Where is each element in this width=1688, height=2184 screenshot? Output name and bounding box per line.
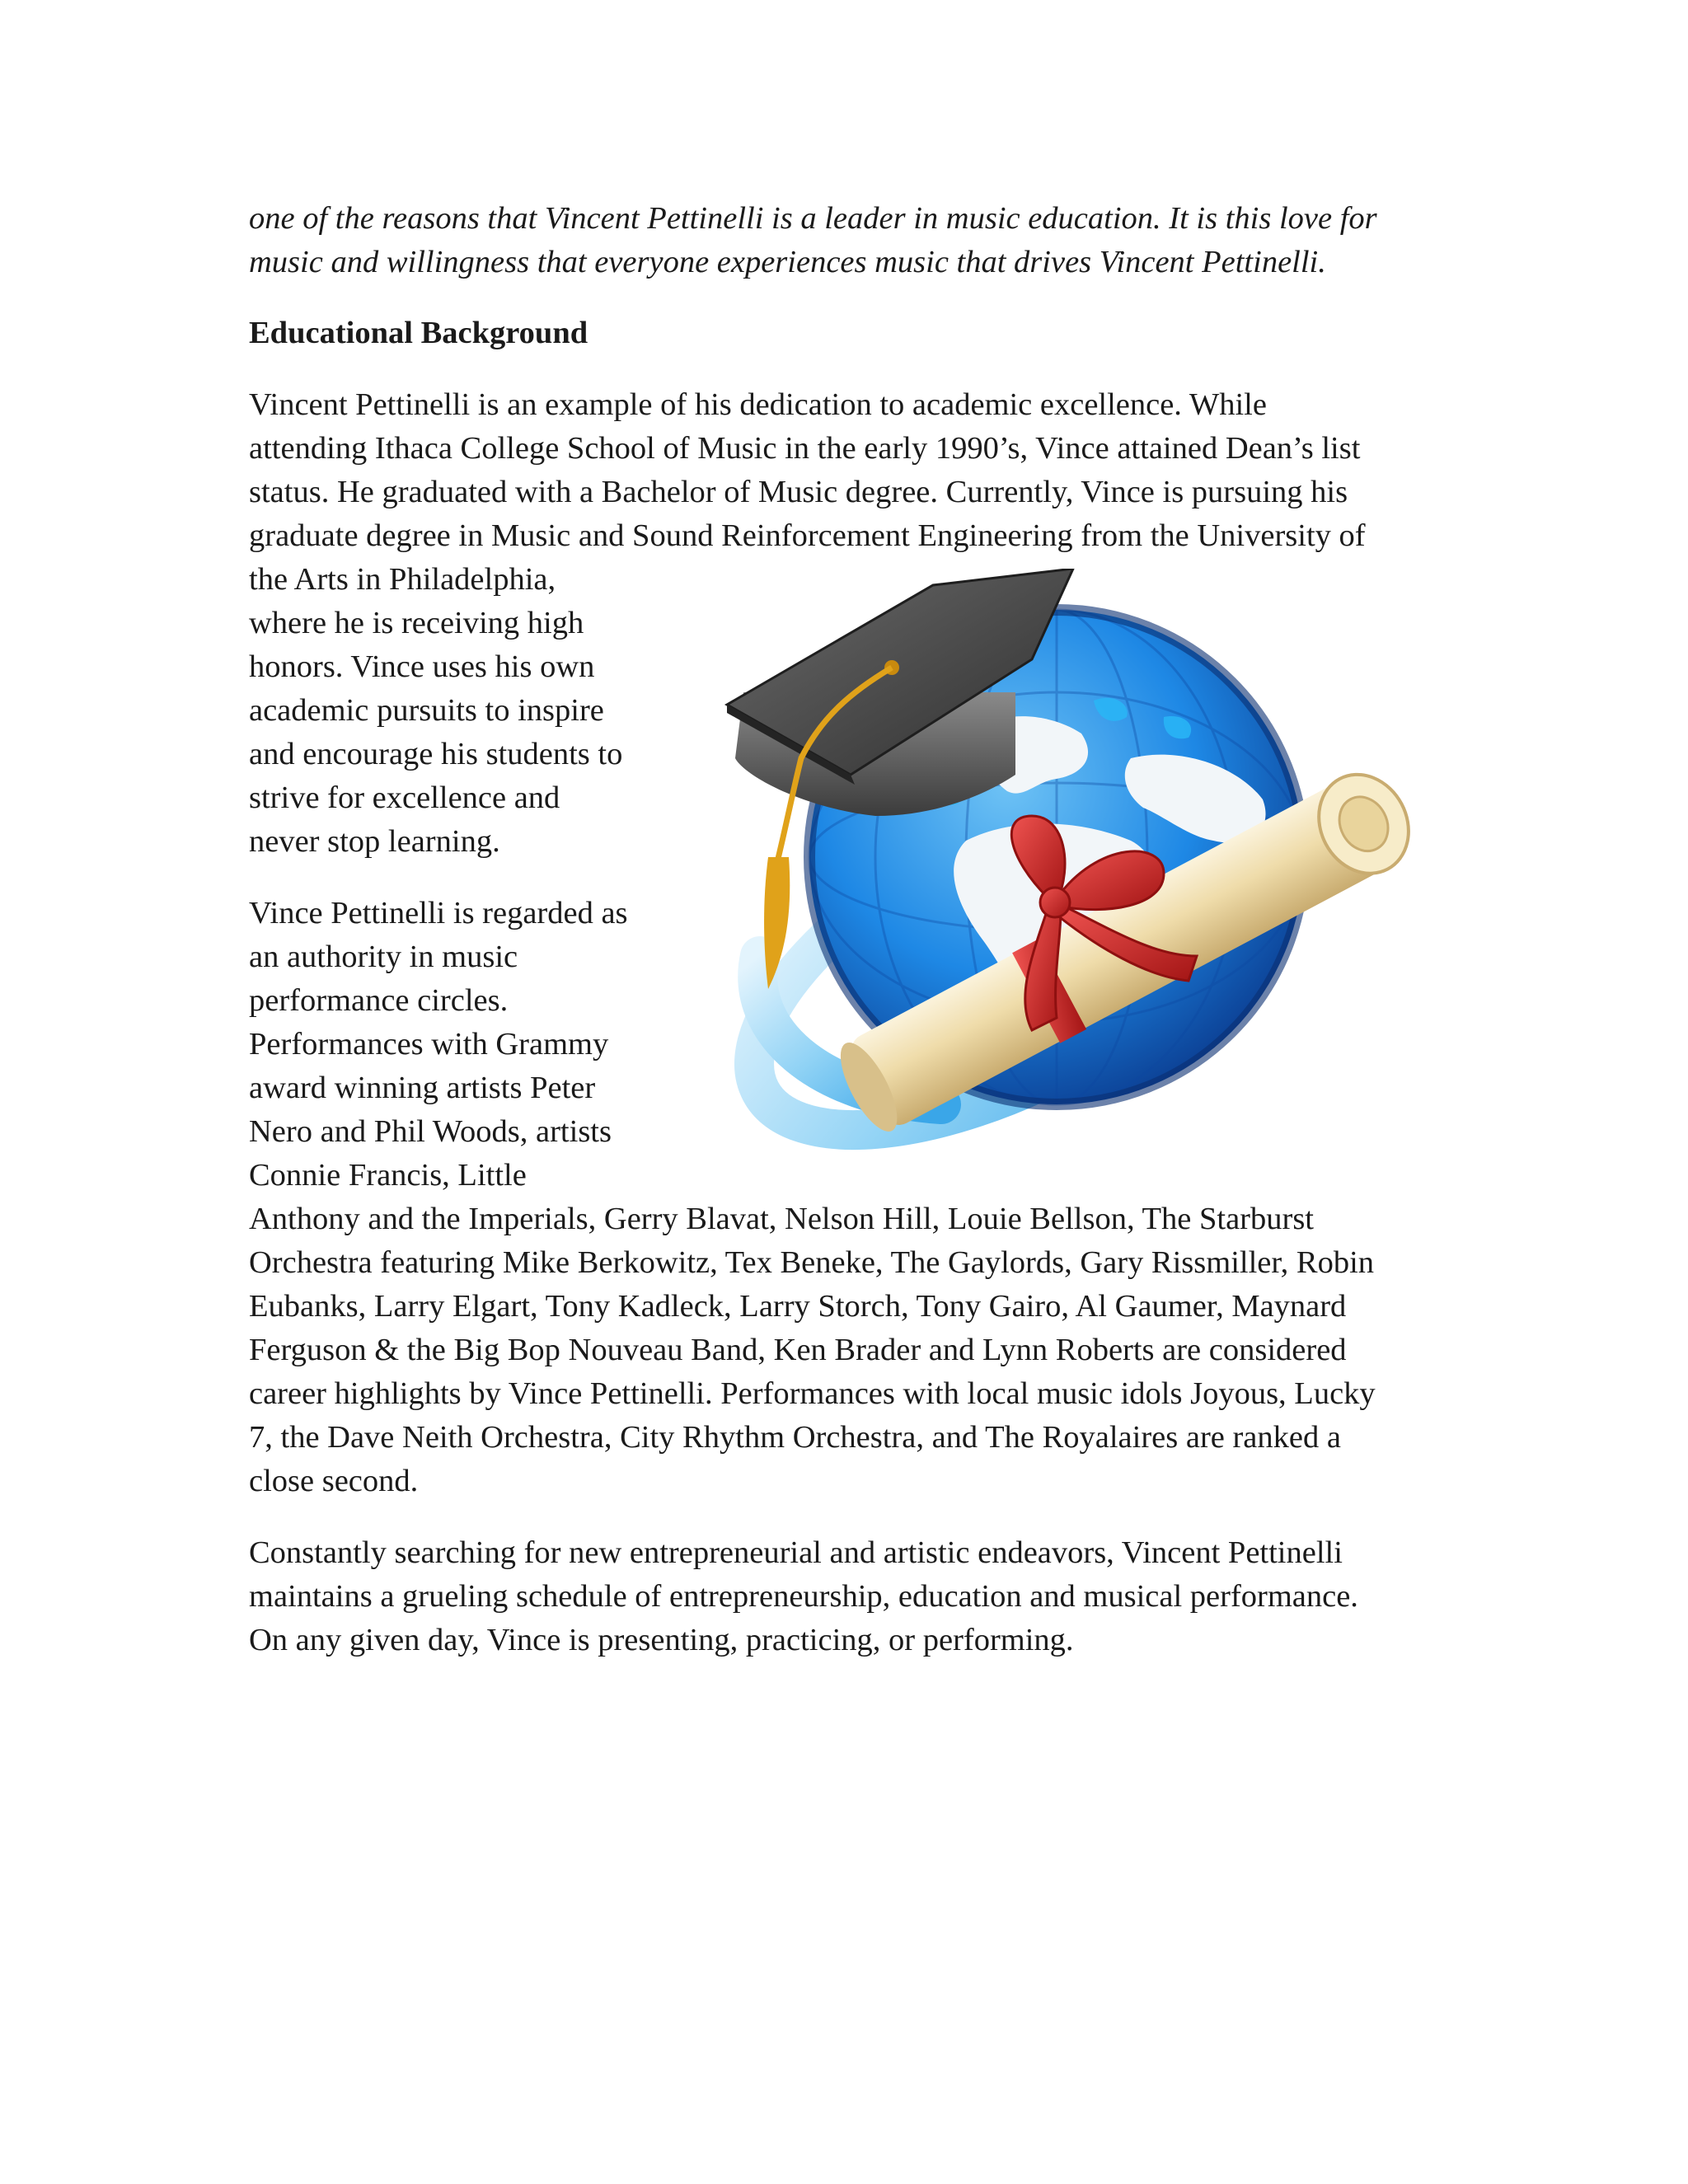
paragraph-line: the Arts in Philadelphia,: [249, 562, 556, 597]
paragraph-line: Anthony and the Imperials, Gerry Blavat, Nelson Hill, Louie Bellson, The Starburst: [249, 1202, 1315, 1236]
paragraph-line: Vincent Pettinelli is an example of his dedication to academic excellence. While: [249, 387, 1267, 422]
paragraph-line: graduate degree in Music and Sound Reinforcement Engineering from the University of: [249, 518, 1366, 553]
paragraph-line: Constantly searching for new entrepreneurial and artistic endeavors, Vincent Pettinelli: [249, 1535, 1343, 1570]
paragraph-line: Nero and Phil Woods, artists: [249, 1114, 612, 1149]
intro-line: music and willingness that everyone experiences music that drives Vincent Pettinelli.: [249, 245, 1326, 279]
paragraph-line: 7, the Dave Neith Orchestra, City Rhythm Orchestra, and The Royalaires are ranked a: [249, 1420, 1341, 1455]
graduation-globe-diploma-icon: [669, 569, 1444, 1162]
paragraph-line: status. He graduated with a Bachelor of Music degree. Currently, Vince is pursuing his: [249, 475, 1348, 509]
paragraph-line: career highlights by Vince Pettinelli. Performances with local music idols Joyous, Lucky: [249, 1376, 1376, 1411]
paragraph-line: performance circles.: [249, 983, 509, 1018]
paragraph-line: never stop learning.: [249, 824, 500, 859]
paragraph-line: Connie Francis, Little: [249, 1158, 527, 1193]
paragraph-line: strive for excellence and: [249, 780, 560, 815]
paragraph-line: award winning artists Peter: [249, 1071, 596, 1105]
paragraph-line: On any given day, Vince is presenting, practicing, or performing.: [249, 1623, 1074, 1657]
paragraph-line: Vince Pettinelli is regarded as: [249, 896, 628, 930]
paragraph-line: attending Ithaca College School of Music in the early 1990’s, Vince attained Dean’s list: [249, 431, 1361, 466]
section-heading: Educational Background: [249, 316, 588, 350]
paragraph-line: Ferguson & the Big Bop Nouveau Band, Ken Brader and Lynn Roberts are considered: [249, 1333, 1347, 1367]
paragraph-line: close second.: [249, 1464, 419, 1498]
paragraph-line: where he is receiving high: [249, 606, 584, 640]
paragraph-line: maintains a grueling schedule of entrepreneurship, education and musical performance.: [249, 1579, 1358, 1614]
paragraph-line: an authority in music: [249, 940, 518, 974]
intro-line: one of the reasons that Vincent Pettinelli is a leader in music education. It is this love for: [249, 201, 1377, 236]
paragraph-line: Eubanks, Larry Elgart, Tony Kadleck, Larry Storch, Tony Gairo, Al Gaumer, Maynard: [249, 1289, 1347, 1324]
paragraph-line: academic pursuits to inspire: [249, 693, 604, 728]
paragraph-line: honors. Vince uses his own: [249, 649, 595, 684]
paragraph-line: Orchestra featuring Mike Berkowitz, Tex Beneke, The Gaylords, Gary Rissmiller, Robin: [249, 1245, 1375, 1280]
paragraph-line: Performances with Grammy: [249, 1027, 609, 1062]
paragraph-line: and encourage his students to: [249, 737, 623, 771]
